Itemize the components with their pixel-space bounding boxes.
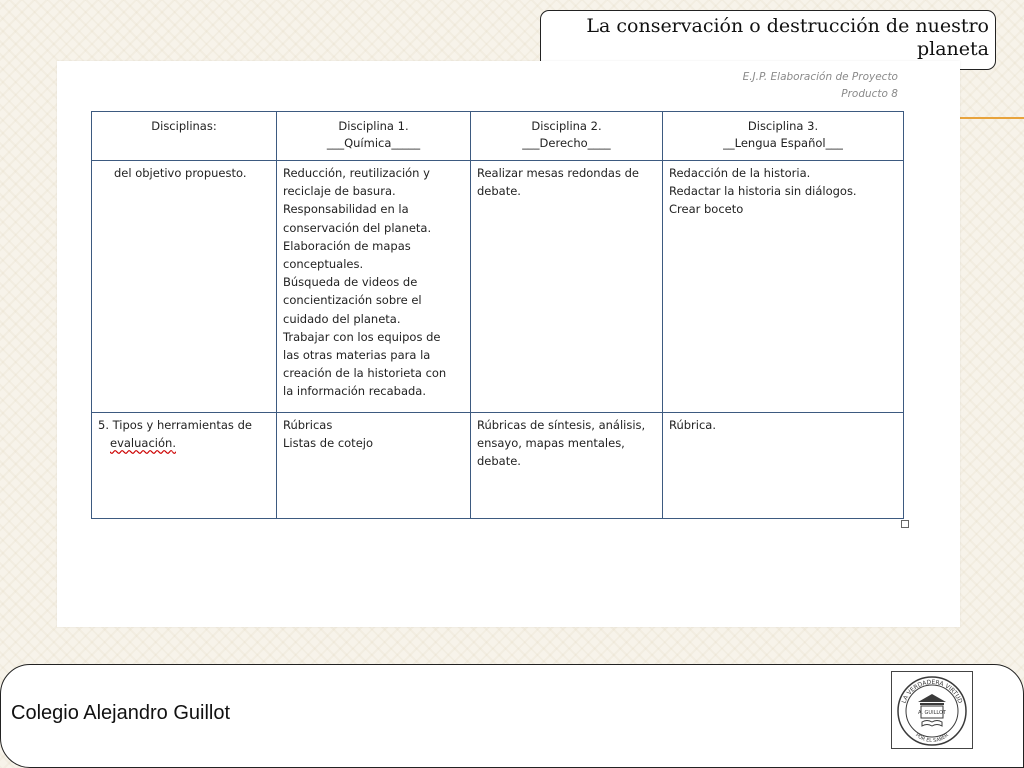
derecho-line: Realizar mesas redondas de <box>477 166 639 180</box>
eval-quimica-line: Listas de cotejo <box>283 436 374 451</box>
school-logo <box>891 671 973 749</box>
header-disciplina-2-title: Disciplina 2. <box>531 119 602 133</box>
header-disciplina-3 <box>663 112 904 161</box>
row-objetivo-quimica <box>277 161 471 413</box>
quimica-line: concientización sobre el <box>283 293 422 308</box>
derecho-line: debate. <box>477 184 521 199</box>
eval-quimica-line: Rúbricas <box>283 418 333 432</box>
row-objetivo-espanol <box>663 161 904 413</box>
logo-center-text: A. GUILLOT <box>918 710 946 716</box>
row-objetivo-derecho <box>471 161 663 413</box>
row-objetivo-label-text: del objetivo propuesto. <box>114 166 247 180</box>
row-objetivo-label <box>92 161 277 413</box>
table-resize-handle <box>901 520 909 528</box>
quimica-line: conservación del planeta. <box>283 220 432 235</box>
logo-arc-path: LA VERDADERA VIRTUD <box>900 678 964 705</box>
header-disciplinas-label: Disciplinas: <box>151 119 217 133</box>
slide-title: La conservación o destrucción de nuestro planeta <box>586 15 989 60</box>
header-disciplina-1 <box>277 112 471 161</box>
quimica-line: las otras materias para la <box>283 348 431 363</box>
header-disciplina-1-name: ___Química_____ <box>326 136 421 150</box>
row-evaluacion-derecho <box>471 413 663 519</box>
footer-school-name: Colegio Alejandro Guillot <box>11 702 231 724</box>
header-disciplina-3-name: __Lengua Español___ <box>723 136 843 150</box>
row-evaluacion-label-sub <box>98 434 270 452</box>
quimica-line: cuidado del planeta. <box>283 311 401 326</box>
table-header-row <box>92 112 904 161</box>
document-screenshot <box>57 61 960 627</box>
table-row-objetivo <box>92 161 904 413</box>
quimica-line: Trabajar con los equipos de <box>283 329 441 344</box>
espanol-line: Redactar la historia sin diálogos. <box>669 184 857 199</box>
accent-rule <box>958 117 1024 119</box>
row-evaluacion-quimica <box>277 413 471 519</box>
quimica-line: Elaboración de mapas <box>283 238 411 253</box>
row-evaluacion-label <box>92 413 277 519</box>
row-evaluacion-espanol <box>663 413 904 519</box>
header-disciplina-3-title: Disciplina 3. <box>747 119 819 133</box>
document-header-line1: E.J.P. Elaboración de Proyecto <box>742 71 898 83</box>
quimica-line: la información recabada. <box>283 384 427 399</box>
quimica-line: reciclaje de basura. <box>283 184 396 199</box>
eval-derecho-line: debate. <box>477 454 521 469</box>
header-disciplina-2-name: ___Derecho____ <box>522 136 611 150</box>
logo-bottom-path: POR EL SABER <box>914 732 950 745</box>
eval-espanol-line: Rúbrica. <box>669 418 717 432</box>
project-table <box>91 111 904 519</box>
quimica-line: conceptuales. <box>283 257 364 272</box>
quimica-line: Reducción, reutilización y <box>283 166 430 180</box>
row-evaluacion-label-word: evaluación <box>110 436 173 451</box>
quimica-line: creación de la historieta con <box>283 366 447 381</box>
header-disciplina-1-title: Disciplina 1. <box>338 119 409 133</box>
document-header-line2: Producto 8 <box>841 88 898 100</box>
espanol-line: Redacción de la historia. <box>669 166 811 180</box>
espanol-line: Crear boceto <box>669 202 744 217</box>
eval-derecho-line: ensayo, mapas mentales, <box>477 436 625 451</box>
quimica-line: Búsqueda de videos de <box>283 275 418 290</box>
eval-derecho-line: Rúbricas de síntesis, análisis, <box>477 418 646 432</box>
quimica-line: Responsabilidad en la <box>283 202 409 217</box>
header-disciplinas <box>92 112 277 161</box>
row-evaluacion-label-period: . <box>172 436 176 451</box>
table-row-evaluacion <box>92 413 904 519</box>
document-header <box>743 69 898 103</box>
row-evaluacion-label-main: 5. Tipos y herramientas de <box>98 418 252 432</box>
header-disciplina-2 <box>471 112 663 161</box>
school-seal-icon <box>892 672 972 748</box>
